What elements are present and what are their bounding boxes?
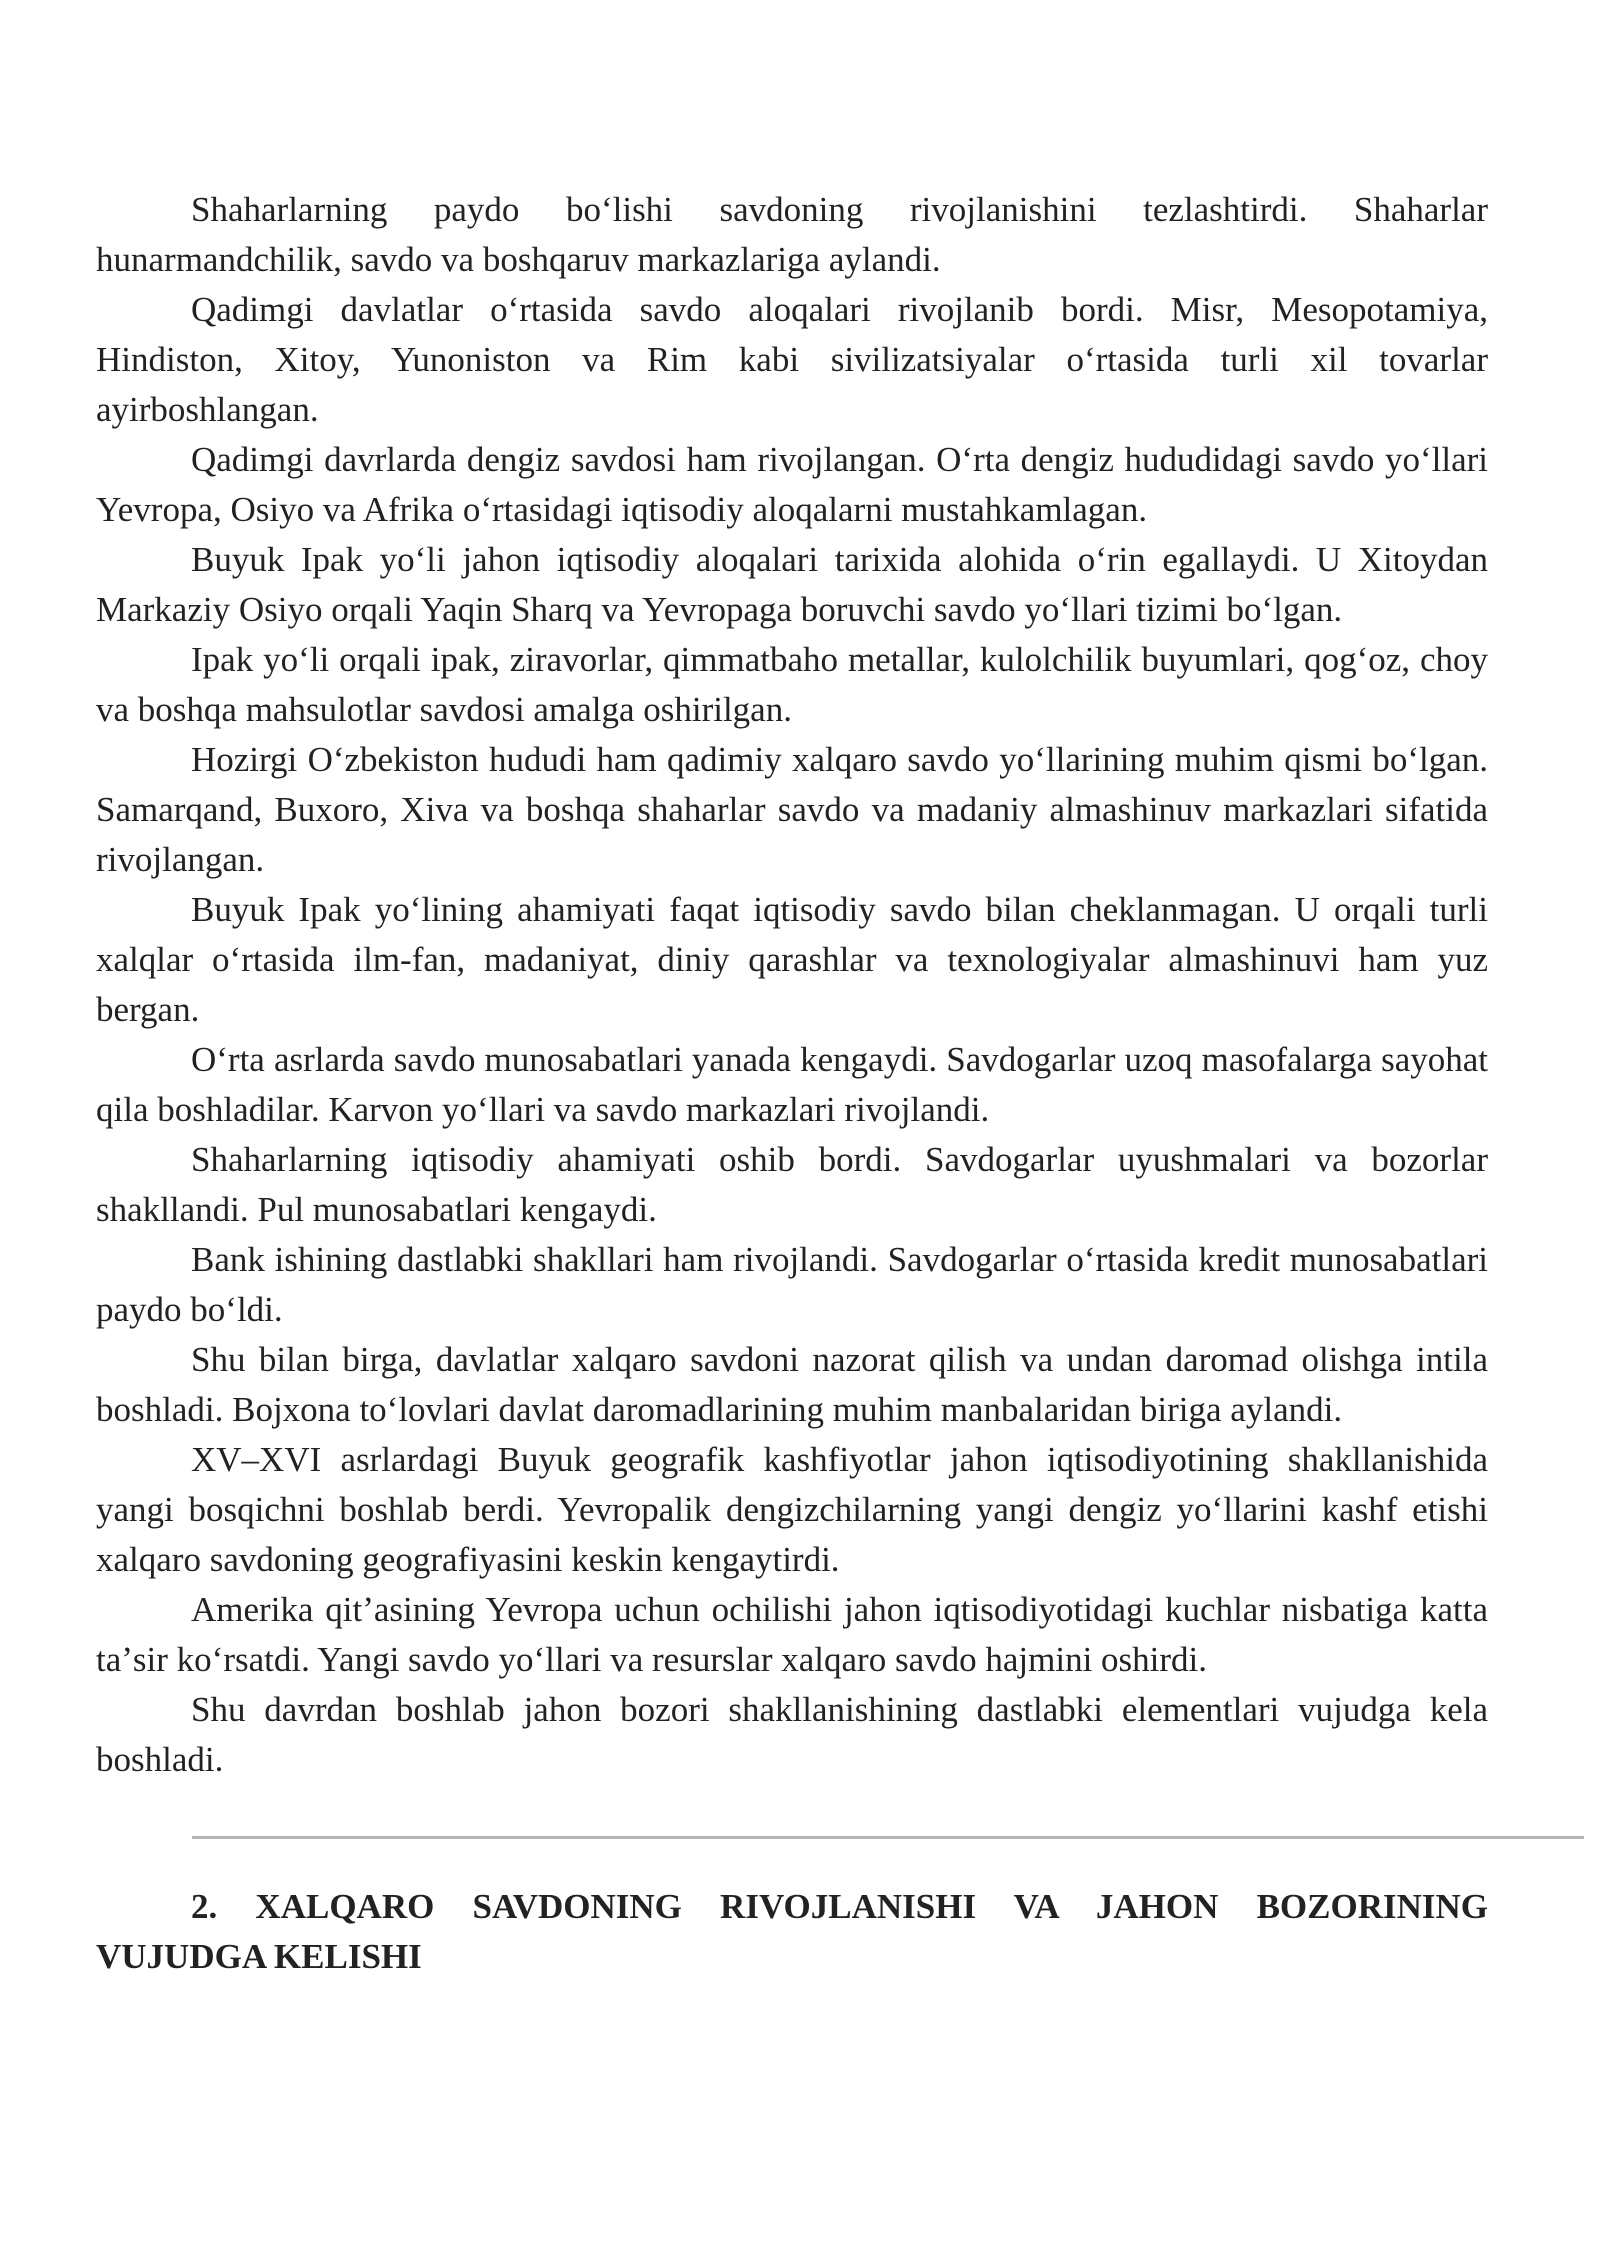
paragraph-12: XV–XVI asrlardagi Buyuk geografik kashfiyotlar jahon iqtisodiyotining shakllanishida yangi bosqichni boshlab berdi. Yevropalik dengizchilarning yangi dengiz yoʻllarini kashf etishi xalqaro savdoning geografiyasini keskin kengaytirdi. (96, 1440, 1488, 1579)
paragraph-10: Bank ishining dastlabki shakllari ham rivojlandi. Savdogarlar oʻrtasida kredit munosabatlari paydo boʻldi. (96, 1240, 1488, 1329)
paragraph-3: Qadimgi davrlarda dengiz savdosi ham rivojlangan. Oʻrta dengiz hududidagi savdo yoʻllari Yevropa, Osiyo va Afrika oʻrtasidagi iqtisodiy aloqalarni mustahkamlagan. (96, 440, 1488, 529)
paragraph-7: Buyuk Ipak yoʻlining ahamiyati faqat iqtisodiy savdo bilan cheklanmagan. U orqali turli xalqlar oʻrtasida ilm-fan, madaniyat, diniy qarashlar va texnologiyalar almashinuvi ham yuz bergan. (96, 890, 1488, 1029)
paragraph-14: Shu davrdan boshlab jahon bozori shakllanishining dastlabki elementlari vujudga kela boshladi. (96, 1690, 1488, 1779)
paragraph-11: Shu bilan birga, davlatlar xalqaro savdoni nazorat qilish va undan daromad olishga intila boshladi. Bojxona toʻlovlari davlat daromadlarining muhim manbalaridan biriga aylandi. (96, 1340, 1488, 1429)
paragraph-2: Qadimgi davlatlar oʻrtasida savdo aloqalari rivojlanib bordi. Misr, Mesopotamiya, Hindiston, Xitoy, Yunoniston va Rim kabi sivilizatsiyalar oʻrtasida turli xil tovarlar ayirboshlangan. (96, 290, 1488, 429)
paragraph-5: Ipak yoʻli orqali ipak, ziravorlar, qimmatbaho metallar, kulolchilik buyumlari, qogʻoz, choy va boshqa mahsulotlar savdosi amalga oshirilgan. (96, 640, 1488, 729)
paragraph-13: Amerika qitʼasining Yevropa uchun ochilishi jahon iqtisodiyotidagi kuchlar nisbatiga katta taʼsir koʻrsatdi. Yangi savdo yoʻllari va resurslar xalqaro savdo hajmini oshirdi. (96, 1590, 1488, 1679)
paragraph-6: Hozirgi Oʻzbekiston hududi ham qadimiy xalqaro savdo yoʻllarining muhim qismi boʻlgan. Samarqand, Buxoro, Xiva va boshqa shaharlar savdo va madaniy almashinuv markazlari sifatida rivojlangan. (96, 740, 1488, 879)
body-text (96, 185, 1488, 1785)
paragraph-8: Oʻrta asrlarda savdo munosabatlari yanada kengaydi. Savdogarlar uzoq masofalarga sayohat qila boshladilar. Karvon yoʻllari va savdo markazlari rivojlandi. (96, 1040, 1488, 1129)
paragraph-1: Shaharlarning paydo boʻlishi savdoning rivojlanishini tezlashtirdi. Shaharlar hunarmandchilik, savdo va boshqaruv markazlariga aylandi. (96, 190, 1488, 279)
section-heading: 2. XALQARO SAVDONING RIVOJLANISHI VA JAHON BOZORINING VUJUDGA KELISHI (96, 1887, 1488, 1976)
section-divider (192, 1836, 1584, 1839)
paragraph-9: Shaharlarning iqtisodiy ahamiyati oshib bordi. Savdogarlar uyushmalari va bozorlar shakllandi. Pul munosabatlari kengaydi. (96, 1140, 1488, 1229)
paragraph-4: Buyuk Ipak yoʻli jahon iqtisodiy aloqalari tarixida alohida oʻrin egallaydi. U Xitoydan Markaziy Osiyo orqali Yaqin Sharq va Yevropaga boruvchi savdo yoʻllari tizimi boʻlgan. (96, 540, 1488, 629)
